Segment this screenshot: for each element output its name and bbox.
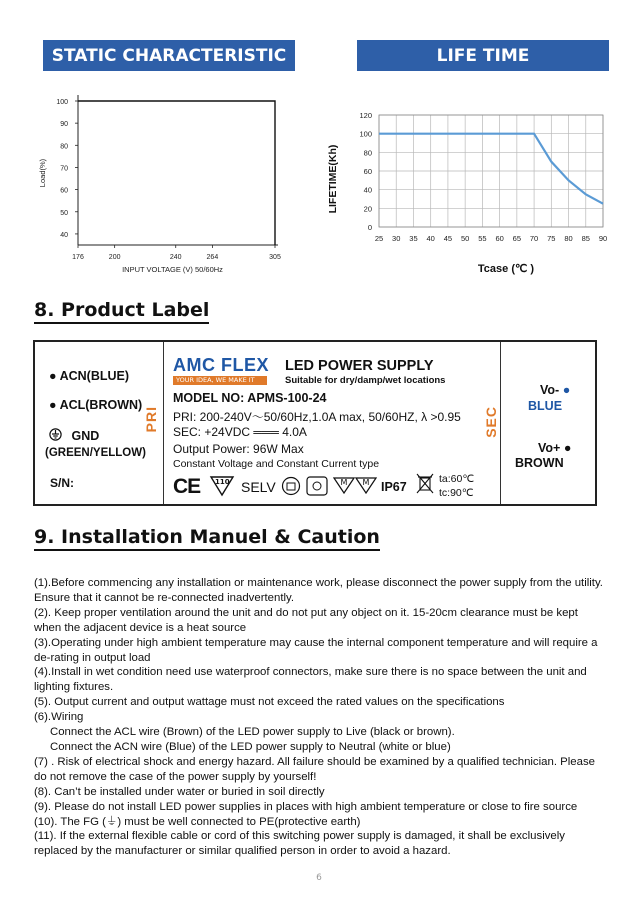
gnd-color-label: (GREEN/YELLOW) (45, 447, 146, 459)
section-8-title: 8. Product Label (34, 299, 209, 324)
output-power: Output Power: 96W Max (173, 442, 304, 456)
x-axis-label: INPUT VOLTAGE (V) 50/60Hz (122, 265, 223, 274)
y-tick-label: 0 (367, 223, 372, 232)
case-temperature: tc:90℃ (439, 487, 474, 499)
class-2-triangle-icon (209, 475, 235, 501)
x-tick-label: 200 (108, 254, 121, 261)
logo-text: AMC FLEX (173, 355, 269, 375)
vo-plus-label: Vo+ (538, 441, 561, 455)
mm-mark-1 (333, 477, 355, 499)
x-tick-label: 75 (547, 234, 556, 243)
gnd-terminal (49, 428, 99, 443)
x-tick-label: 80 (564, 234, 573, 243)
y-tick-label: 80 (363, 148, 372, 158)
mm-mark-2-label: M (362, 478, 370, 487)
x-tick-label: 40 (426, 234, 435, 243)
note-1: (1).Before commencing any installation or maintenance work, please disconnect the power supply from the utility. Ensure that it cannot be re-connected inadvertently. (34, 577, 603, 604)
y-axis-label: LIFETIME(Kh) (327, 144, 339, 214)
x-tick-label: 90 (598, 234, 608, 243)
y-axis-label: Load(%) (38, 158, 47, 188)
y-tick-label: 100 (359, 129, 372, 139)
sec-vertical-label: SEC (483, 406, 499, 438)
static-characteristic-chart (30, 88, 310, 283)
static-characteristic-header: STATIC CHARACTERISTIC (43, 40, 295, 71)
suitable-text: Suitable for dry/damp/wet locations (285, 375, 446, 386)
model-number: MODEL NO: APMS-100-24 (173, 391, 327, 405)
x-tick-label: 176 (72, 254, 84, 261)
note-8: (8). Can’t be installed under water or buried in soil directly (34, 785, 325, 798)
product-label (33, 340, 597, 506)
x-tick-label: 70 (529, 234, 539, 243)
x-tick-label: 25 (374, 234, 384, 243)
vo-minus-label: Vo- (540, 383, 560, 397)
blue-label: BLUE (528, 399, 563, 413)
acl-terminal (49, 398, 142, 412)
y-tick-label: 70 (60, 165, 68, 173)
page-number: 6 (316, 873, 322, 883)
weee-bin-icon (416, 473, 434, 499)
x-tick-label: 85 (581, 234, 590, 243)
bullet-icon: ● (562, 383, 571, 397)
regulation-type: Constant Voltage and Constant Current type (173, 458, 380, 470)
logo-tagline: YOUR IDEA, WE MAKE IT (173, 376, 267, 385)
x-tick-label: 264 (206, 254, 219, 261)
x-tick-label: 65 (512, 234, 522, 243)
y-tick-label: 60 (60, 187, 68, 195)
note-6-acl: Connect the ACL wire (Brown) of the LED power supply to Live (black or brown). (50, 726, 455, 739)
note-2: (2). Keep proper ventilation around the unit and do not put any object on it. 15-20cm clearance must be kept when the adjacent device is a heat source (34, 606, 578, 634)
x-tick-label: 240 (169, 254, 182, 261)
x-axis-label: Tcase (℃ ) (477, 263, 535, 275)
note-10: (10). The FG (⏚) must be well connected to PE(protective earth) (34, 815, 361, 828)
lamp-icon (306, 476, 328, 500)
product-name: LED POWER SUPPLY (285, 358, 434, 374)
acn-label: ACN(BLUE) (59, 369, 130, 383)
bullet-icon: ● (563, 441, 572, 455)
life-time-header: LIFE TIME (357, 40, 609, 71)
note-4: (4).Install in wet condition need use waterproof connectors, make sure there is no space between the unit and lighting fixtures. (34, 666, 587, 694)
vo-plus-terminal (538, 441, 571, 455)
y-tick-label: 80 (60, 143, 68, 151)
y-tick-label: 120 (359, 111, 372, 120)
ip-rating: IP67 (381, 480, 407, 494)
y-tick-label: 100 (56, 99, 68, 106)
x-tick-label: 55 (478, 234, 487, 243)
x-tick-label: 305 (269, 254, 281, 261)
selv-mark: SELV (241, 479, 276, 495)
mm-mark-2 (355, 477, 377, 499)
ground-icon (49, 429, 65, 443)
x-tick-label: 30 (392, 234, 401, 243)
brown-label: BROWN (515, 456, 564, 470)
y-tick-label: 50 (60, 209, 68, 217)
label-divider-left (163, 342, 164, 504)
bullet-icon: ● (49, 398, 57, 412)
ambient-temperature: ta:60℃ (439, 473, 475, 485)
house-icon (281, 476, 301, 500)
note-11: (11). If the external flexible cable or cord of this switching power supply is damaged, it shall be exclusively replaced by the manufacturer or similar qualified person in order to avoid a hazard. (34, 830, 565, 858)
lifetime-series-line (379, 134, 603, 204)
vo-minus-terminal (540, 383, 570, 397)
load-series-line (78, 101, 275, 245)
triangle-label: 110 (215, 478, 230, 486)
gnd-label: GND (71, 429, 100, 443)
note-6: (6).Wiring (34, 711, 84, 724)
y-tick-label: 60 (363, 167, 372, 176)
note-3: (3).Operating under high ambient temperature may cause the internal component temperature and will require a de-rating in output load (34, 636, 598, 664)
note-9: (9). Please do not install LED power supplies in places with high ambient temperature or close to fire source (34, 800, 578, 813)
note-7: (7) . Risk of electrical shock and energy hazard. All failure should be examined by a qualified technician. Please do not remove the case of the power supply by yourself! (34, 755, 595, 783)
y-tick-label: 20 (363, 204, 372, 214)
lifetime-chart (326, 100, 616, 285)
section-9-title: 9. Installation Manuel & Caution (34, 526, 380, 551)
x-tick-label: 60 (495, 234, 504, 243)
y-tick-label: 40 (60, 231, 68, 239)
bullet-icon: ● (49, 369, 57, 383)
serial-number-label: S/N: (50, 476, 74, 490)
acn-terminal (49, 369, 129, 383)
x-tick-label: 50 (460, 234, 470, 243)
note-6-acn: Connect the ACN wire (Blue) of the LED power supply to Neutral (white or blue) (50, 740, 451, 753)
x-tick-label: 35 (409, 234, 418, 243)
note-5: (5). Output current and output wattage must not exceed the rated values on the specifications (34, 696, 505, 709)
x-tick-label: 45 (443, 234, 453, 243)
mm-mark-1-label: M (340, 478, 348, 487)
pri-vertical-label: PRI (143, 406, 159, 433)
y-tick-label: 90 (60, 121, 68, 129)
secondary-rating: SEC: +24VDC ═══ 4.0A (173, 425, 307, 439)
installation-notes (34, 576, 608, 859)
ce-mark: CE (173, 475, 201, 498)
y-tick-label: 40 (363, 185, 372, 195)
primary-rating: PRI: 200-240V～50/60Hz,1.0A max, 50/60HZ, λ >0.95 (173, 410, 461, 424)
amc-flex-logo (173, 355, 273, 389)
label-divider-right (500, 342, 501, 504)
acl-label: ACL(BROWN) (59, 398, 143, 412)
